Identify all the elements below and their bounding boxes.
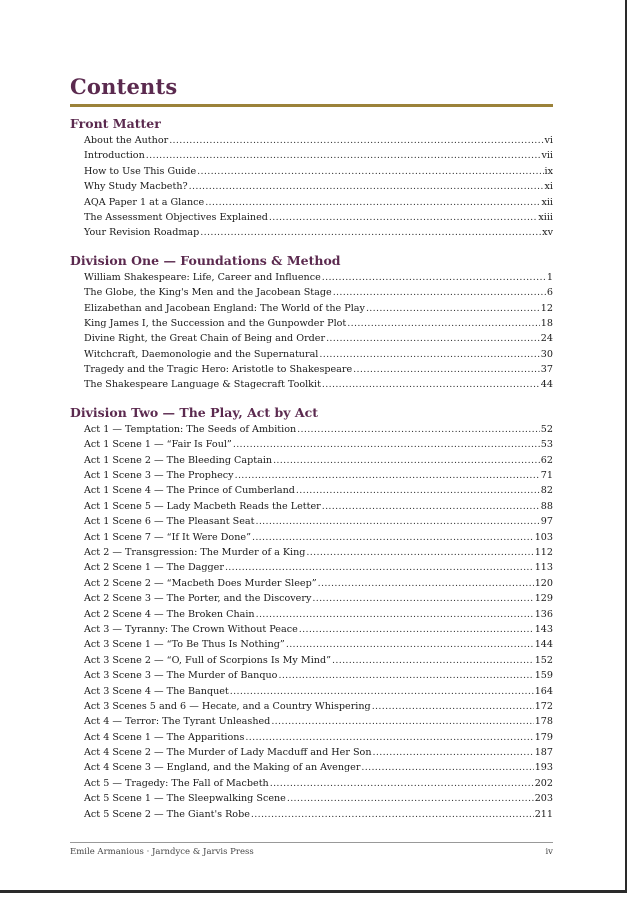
toc-entry[interactable] (84, 301, 553, 316)
toc-entry[interactable] (84, 164, 553, 179)
dot-leader (197, 164, 543, 179)
footer-author-publisher: Emile Armanious · Jarndyce & Jarvis Press (70, 847, 254, 857)
toc-entry-title: Act 2 Scene 3 — The Porter, and the Discovery (84, 593, 312, 605)
toc-entry-title: Act 1 Scene 2 — The Bleeding Captain (84, 454, 273, 466)
toc-entry-title: Act 4 — Terror: The Tyrant Unleashed (84, 716, 271, 728)
toc-entry-title: Act 1 Scene 7 — “If It Were Done” (84, 531, 251, 543)
toc-entry-page: 172 (534, 700, 553, 712)
toc-entry[interactable] (84, 745, 553, 760)
toc-entry-page: 152 (534, 654, 553, 666)
dot-leader (306, 545, 533, 560)
dot-leader (251, 807, 534, 822)
dot-leader (366, 301, 540, 316)
toc-entry-page: 187 (534, 747, 553, 759)
toc-entry-title: AQA Paper 1 at a Glance (84, 196, 205, 208)
toc-entry-title: Act 2 Scene 4 — The Broken Chain (84, 608, 255, 620)
section-gap (70, 393, 553, 403)
toc-entry[interactable] (84, 684, 553, 699)
toc-entry-title: Introduction (84, 150, 145, 162)
toc-entry-title: The Assessment Objectives Explained (84, 211, 268, 223)
title-rule (70, 104, 553, 107)
dot-leader (287, 791, 534, 806)
dot-leader (373, 745, 534, 760)
toc-entry[interactable] (84, 133, 553, 148)
toc-entry-title: Act 3 Scene 4 — The Banquet (84, 685, 229, 697)
toc-entry-title: Tragedy and the Tragic Hero: Aristotle to Shakespeare (84, 364, 353, 376)
toc-entry-page: xv (542, 227, 553, 239)
dot-leader (353, 362, 540, 377)
toc-entry-page: 144 (534, 639, 553, 651)
toc-entry[interactable] (84, 285, 553, 300)
toc-entry[interactable] (84, 148, 553, 163)
toc-entry[interactable] (84, 210, 553, 225)
toc-entry-page: 202 (534, 777, 553, 789)
toc-entry-page: xiii (538, 211, 553, 223)
toc-entry-page: 179 (534, 731, 553, 743)
toc-entry[interactable] (84, 591, 553, 606)
toc-entry[interactable] (84, 347, 553, 362)
dot-leader (332, 653, 534, 668)
dot-leader (322, 377, 540, 392)
dot-leader (255, 514, 539, 529)
toc-entry[interactable] (84, 179, 553, 194)
toc-entry-title: About the Author (84, 135, 169, 146)
toc-entry-title: The Shakespeare Language & Stagecraft Toolkit (84, 379, 321, 391)
dot-leader (273, 453, 540, 468)
toc-entry-title: Act 2 — Transgression: The Murder of a King (84, 546, 306, 558)
toc-entry-page: 211 (534, 808, 553, 820)
toc-entry-page: 193 (534, 762, 553, 774)
toc-entry-page: 37 (540, 364, 553, 376)
dot-leader (200, 225, 541, 240)
toc-entry-page: 71 (540, 470, 553, 482)
toc-entry-title: Act 1 Scene 4 — The Prince of Cumberland (84, 485, 295, 497)
toc-entry[interactable] (84, 653, 553, 668)
toc-entry-page: 24 (540, 333, 553, 345)
toc-entry[interactable] (84, 576, 553, 591)
dot-leader (245, 730, 533, 745)
section-gap (70, 241, 553, 251)
toc-entry-page: 53 (540, 439, 553, 451)
toc-entry-page: 30 (540, 348, 553, 360)
page-title: Contents (70, 74, 178, 99)
dot-leader (252, 530, 534, 545)
toc-entry-title: Elizabethan and Jacobean England: The World of the Play (84, 302, 365, 314)
toc-entry[interactable] (84, 514, 553, 529)
toc-entry-page: 203 (534, 793, 553, 805)
toc-entry-title: Act 5 — Tragedy: The Fall of Macbeth (84, 777, 269, 789)
toc-entry-page: 52 (540, 423, 553, 435)
dot-leader (225, 560, 534, 575)
toc-entry[interactable] (84, 714, 553, 729)
dot-leader (322, 270, 546, 285)
toc-entry-page: 120 (534, 577, 553, 589)
dot-leader (333, 285, 546, 300)
dot-leader (169, 133, 543, 148)
toc-entry[interactable] (84, 668, 553, 683)
toc-entry-title: Act 4 Scene 3 — England, and the Making of an Avenger (84, 762, 361, 774)
toc-entry-title: Act 1 Scene 5 — Lady Macbeth Reads the Letter (84, 500, 321, 512)
section-heading: Front Matter (70, 116, 161, 131)
toc-entry-page: xii (541, 196, 553, 208)
toc-entry-page: 129 (534, 593, 553, 605)
toc-entry-page: 6 (546, 287, 553, 299)
toc-entry-title: Act 3 Scene 3 — The Murder of Banquo (84, 670, 278, 682)
dot-leader (230, 684, 534, 699)
toc-entry[interactable] (84, 607, 553, 622)
toc-entry[interactable] (84, 637, 553, 652)
toc-entry-page: ix (544, 165, 553, 177)
toc-entry[interactable] (84, 316, 553, 331)
toc-entry-page: vii (541, 150, 553, 162)
dot-leader (146, 148, 541, 163)
toc-entry-title: Act 5 Scene 1 — The Sleepwalking Scene (84, 793, 286, 805)
dot-leader (322, 499, 540, 514)
toc-entry[interactable] (84, 622, 553, 637)
toc-entry-page: 178 (534, 716, 553, 728)
toc-entry[interactable] (84, 483, 553, 498)
page-footer (70, 847, 553, 857)
toc-entry[interactable] (84, 730, 553, 745)
dot-leader (235, 468, 540, 483)
dot-leader (286, 637, 534, 652)
toc-entry-title: Act 5 Scene 2 — The Giant's Robe (84, 808, 250, 820)
toc-entry-page: xi (544, 181, 553, 193)
toc-entry-title: How to Use This Guide (84, 165, 197, 177)
dot-leader (312, 591, 533, 606)
dot-leader (297, 422, 540, 437)
toc-entry[interactable] (84, 530, 553, 545)
toc-entry-title: King James I, the Succession and the Gunpowder Plot (84, 317, 347, 329)
toc-entry-page: 18 (540, 317, 553, 329)
toc-entry[interactable] (84, 791, 553, 806)
toc-entry-title: Your Revision Roadmap (84, 227, 200, 239)
toc-entry[interactable] (84, 699, 553, 714)
dot-leader (269, 210, 537, 225)
toc-entry-title: Act 2 Scene 1 — The Dagger (84, 562, 224, 574)
toc-entry[interactable] (84, 362, 553, 377)
dot-leader (256, 607, 534, 622)
dot-leader (271, 714, 533, 729)
toc-entry-page: 1 (546, 271, 553, 283)
toc-entry[interactable] (84, 377, 553, 392)
toc-entry-title: Act 1 Scene 3 — The Prophecy (84, 470, 234, 482)
toc-entry-title: Act 1 Scene 6 — The Pleasant Seat (84, 516, 255, 528)
dot-leader (296, 483, 540, 498)
toc-entry[interactable] (84, 331, 553, 346)
toc-entry-page: 97 (540, 516, 553, 528)
toc-entry[interactable] (84, 225, 553, 240)
toc-entry-page: 103 (534, 531, 553, 543)
toc-entry[interactable] (84, 422, 553, 437)
toc-entry-title: Act 1 — Temptation: The Seeds of Ambition (84, 423, 297, 435)
toc-entry-title: Witchcraft, Daemonologie and the Supernatural (84, 348, 319, 360)
toc-entry-page: 164 (534, 685, 553, 697)
toc-entry-title: Act 2 Scene 2 — “Macbeth Does Murder Sleep” (84, 577, 317, 589)
dot-leader (318, 576, 534, 591)
dot-leader (372, 699, 534, 714)
toc-entry-page: 159 (534, 670, 553, 682)
section-heading: Division One — Foundations & Method (70, 252, 341, 268)
toc-entry[interactable] (84, 760, 553, 775)
dot-leader (319, 347, 539, 362)
toc-entry[interactable] (84, 195, 553, 210)
toc-entry-title: The Globe, the King's Men and the Jacobean Stage (84, 287, 332, 299)
toc-entry-page: 143 (534, 623, 553, 635)
dot-leader (189, 179, 544, 194)
toc-entry-page: 88 (540, 500, 553, 512)
toc-entry-page: 62 (540, 454, 553, 466)
dot-leader (347, 316, 540, 331)
dot-leader (326, 331, 540, 346)
toc-entry-title: Act 4 Scene 2 — The Murder of Lady Macduff and Her Son (84, 747, 372, 759)
dot-leader (361, 760, 533, 775)
toc-entry-title: Act 3 Scene 1 — “To Be Thus Is Nothing” (84, 639, 285, 651)
dot-leader (299, 622, 534, 637)
dot-leader (278, 668, 533, 683)
toc-entry[interactable] (84, 499, 553, 514)
toc-entry-title: Act 4 Scene 1 — The Apparitions (84, 731, 245, 743)
toc-entry-page: 12 (540, 302, 553, 314)
toc-entry-title: Act 3 Scenes 5 and 6 — Hecate, and a Country Whispering (84, 700, 371, 712)
toc-entry-page: vi (544, 135, 553, 146)
toc-entry[interactable] (84, 437, 553, 452)
toc-entry-page: 136 (534, 608, 553, 620)
toc-entry[interactable] (84, 453, 553, 468)
toc-entry-page: 44 (540, 379, 553, 391)
dot-leader (270, 776, 534, 791)
toc-entry[interactable] (84, 468, 553, 483)
footer-page-number: iv (545, 847, 553, 857)
toc-entry[interactable] (84, 545, 553, 560)
toc-entry-page: 112 (534, 546, 553, 558)
table-of-contents (70, 114, 553, 822)
footer-rule (70, 842, 553, 843)
toc-entry-title: Act 1 Scene 1 — “Fair Is Foul” (84, 439, 232, 451)
section-heading: Division Two — The Play, Act by Act (70, 404, 318, 420)
toc-entry[interactable] (84, 807, 553, 822)
dot-leader (233, 437, 540, 452)
dot-leader (205, 195, 540, 210)
toc-entry-title: Act 3 Scene 2 — “O, Full of Scorpions Is My Mind” (84, 654, 332, 666)
toc-entry-page: 82 (540, 485, 553, 497)
toc-entry-title: Act 3 — Tyranny: The Crown Without Peace (84, 623, 298, 635)
toc-entry[interactable] (84, 270, 553, 285)
toc-entry-title: William Shakespeare: Life, Career and Influence (84, 271, 321, 283)
toc-entry[interactable] (84, 560, 553, 575)
toc-entry[interactable] (84, 776, 553, 791)
toc-entry-title: Why Study Macbeth? (84, 181, 188, 193)
toc-entry-title: Divine Right, the Great Chain of Being and Order (84, 333, 326, 345)
toc-entry-page: 113 (534, 562, 553, 574)
